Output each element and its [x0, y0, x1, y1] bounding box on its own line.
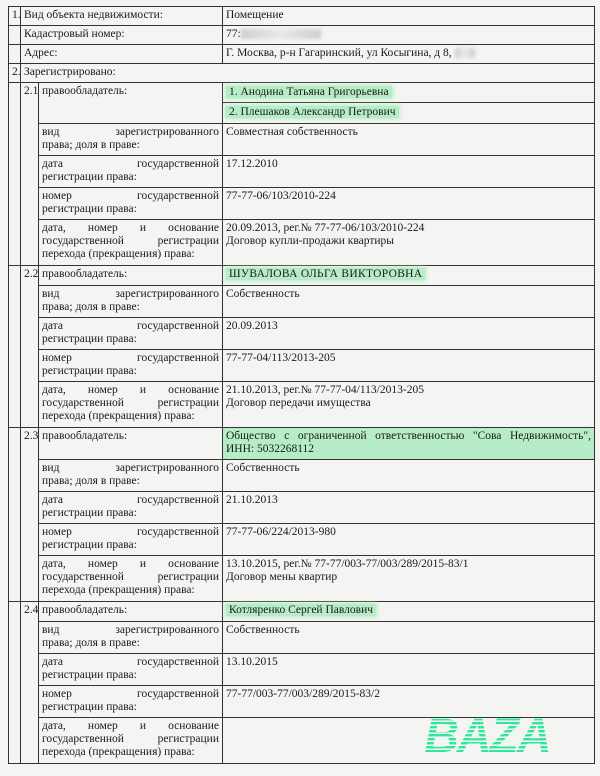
reg-num-label: номер государственной регистрации права: — [39, 524, 223, 556]
right-type-value: Собственность — [223, 286, 595, 318]
row-object-type — [9, 7, 595, 26]
right-type-label: вид зарегистрированного права; доля в праве: — [39, 124, 223, 156]
owner-name: 2. Плешаков Александр Петрович — [226, 106, 399, 118]
baza-logo-text: BAZA — [424, 710, 550, 762]
reg-num-value: 77-77-06/103/2010-224 — [223, 188, 595, 220]
right-type-value: Совместная собственность — [223, 124, 595, 156]
entry-owner-row — [9, 266, 595, 286]
right-type-row — [9, 286, 595, 318]
right-type-row — [9, 124, 595, 156]
reg-date-value: 21.10.2013 — [223, 492, 595, 524]
right-type-row — [9, 460, 595, 492]
reg-num-value: 77-77-04/113/2013-205 — [223, 350, 595, 382]
registry-document — [8, 6, 594, 764]
row-address — [9, 45, 595, 64]
right-type-label: вид зарегистрированного права; доля в праве: — [39, 622, 223, 654]
cadastral-label: Кадастровый номер: — [21, 26, 223, 45]
reg-date-label: дата государственной регистрации права: — [39, 492, 223, 524]
entry-number: 2.3 — [21, 428, 39, 602]
basis-value: 13.10.2015, рег.№ 77-77/003-77/003/289/2015-83/1 Договор мены квартир — [223, 556, 595, 602]
entry-number: 2.2 — [21, 266, 39, 428]
entry-owner-row — [9, 428, 595, 460]
address-value: Г. Москва, р-н Гагаринский, ул Косыгина, д 8, — [223, 45, 595, 64]
reg-date-value: 20.09.2013 — [223, 318, 595, 350]
reg-num-row — [9, 524, 595, 556]
entry-number: 2.1 — [21, 83, 39, 266]
basis-label: дата, номер и основание государственной регистрации перехода (прекращения) права: — [39, 220, 223, 266]
right-type-row — [9, 622, 595, 654]
row-number: 2. — [9, 64, 21, 83]
row-number: 1. — [9, 7, 21, 26]
row-registered — [9, 64, 595, 83]
owner-name: ШУВАЛОВА ОЛЬГА ВИКТОРОВНА — [226, 268, 425, 280]
basis-label: дата, номер и основание государственной регистрации перехода (прекращения) права: — [39, 718, 223, 764]
basis-row — [9, 382, 595, 428]
right-type-value: Собственность — [223, 460, 595, 492]
reg-num-row — [9, 188, 595, 220]
basis-value: 20.09.2013, рег.№ 77-77-06/103/2010-224 Договор купли-продажи квартиры — [223, 220, 595, 266]
right-type-label: вид зарегистрированного права; доля в праве: — [39, 460, 223, 492]
reg-date-label: дата государственной регистрации права: — [39, 318, 223, 350]
reg-num-value: 77-77/003-77/003/289/2015-83/2 — [223, 686, 595, 718]
entry-number: 2.4 — [21, 602, 39, 764]
reg-num-label: номер государственной регистрации права: — [39, 188, 223, 220]
owner-label: правообладатель: — [39, 266, 223, 286]
reg-date-row — [9, 654, 595, 686]
reg-num-label: номер государственной регистрации права: — [39, 686, 223, 718]
basis-row — [9, 556, 595, 602]
baza-logo — [412, 706, 562, 762]
reg-num-row — [9, 350, 595, 382]
row-cadastral — [9, 26, 595, 45]
basis-row — [9, 220, 595, 266]
owner-value — [223, 83, 595, 124]
registry-table — [8, 6, 595, 764]
owner-value — [223, 602, 595, 622]
object-type-value: Помещение — [223, 7, 595, 26]
reg-num-value: 77-77-06/224/2013-980 — [223, 524, 595, 556]
reg-date-value: 13.10.2015 — [223, 654, 595, 686]
reg-date-label: дата государственной регистрации права: — [39, 156, 223, 188]
right-type-label: вид зарегистрированного права; доля в праве: — [39, 286, 223, 318]
owner-label: правообладатель: — [39, 83, 223, 124]
address-label: Адрес: — [21, 45, 223, 64]
cadastral-value: 77: — [223, 26, 595, 45]
entry-owner-row — [9, 83, 595, 124]
owner-value — [223, 428, 595, 460]
basis-label: дата, номер и основание государственной регистрации перехода (прекращения) права: — [39, 556, 223, 602]
entry-owner-row — [9, 602, 595, 622]
owner-name: Котляренко Сергей Павлович — [226, 604, 376, 616]
reg-date-label: дата государственной регистрации права: — [39, 654, 223, 686]
owner-name: Общество с ограниченной ответственностью "Сова Недвижимость", ИНН: 5032268112 — [226, 430, 591, 455]
reg-num-label: номер государственной регистрации права: — [39, 350, 223, 382]
reg-date-value: 17.12.2010 — [223, 156, 595, 188]
object-type-label: Вид объекта недвижимости: — [21, 7, 223, 26]
basis-label: дата, номер и основание государственной регистрации перехода (прекращения) права: — [39, 382, 223, 428]
reg-date-row — [9, 318, 595, 350]
redaction-blur — [241, 29, 321, 39]
owner-label: правообладатель: — [39, 602, 223, 622]
basis-value: 21.10.2013, рег.№ 77-77-04/113/2013-205 Договор передачи имущества — [223, 382, 595, 428]
registered-label: Зарегистрировано: — [21, 64, 595, 83]
owner-label: правообладатель: — [39, 428, 223, 460]
redaction-blur — [455, 48, 475, 58]
owner-value — [223, 266, 595, 286]
owner-name: 1. Анодина Татьяна Григорьевна — [226, 86, 392, 98]
reg-date-row — [9, 156, 595, 188]
reg-date-row — [9, 492, 595, 524]
right-type-value: Собственность — [223, 622, 595, 654]
